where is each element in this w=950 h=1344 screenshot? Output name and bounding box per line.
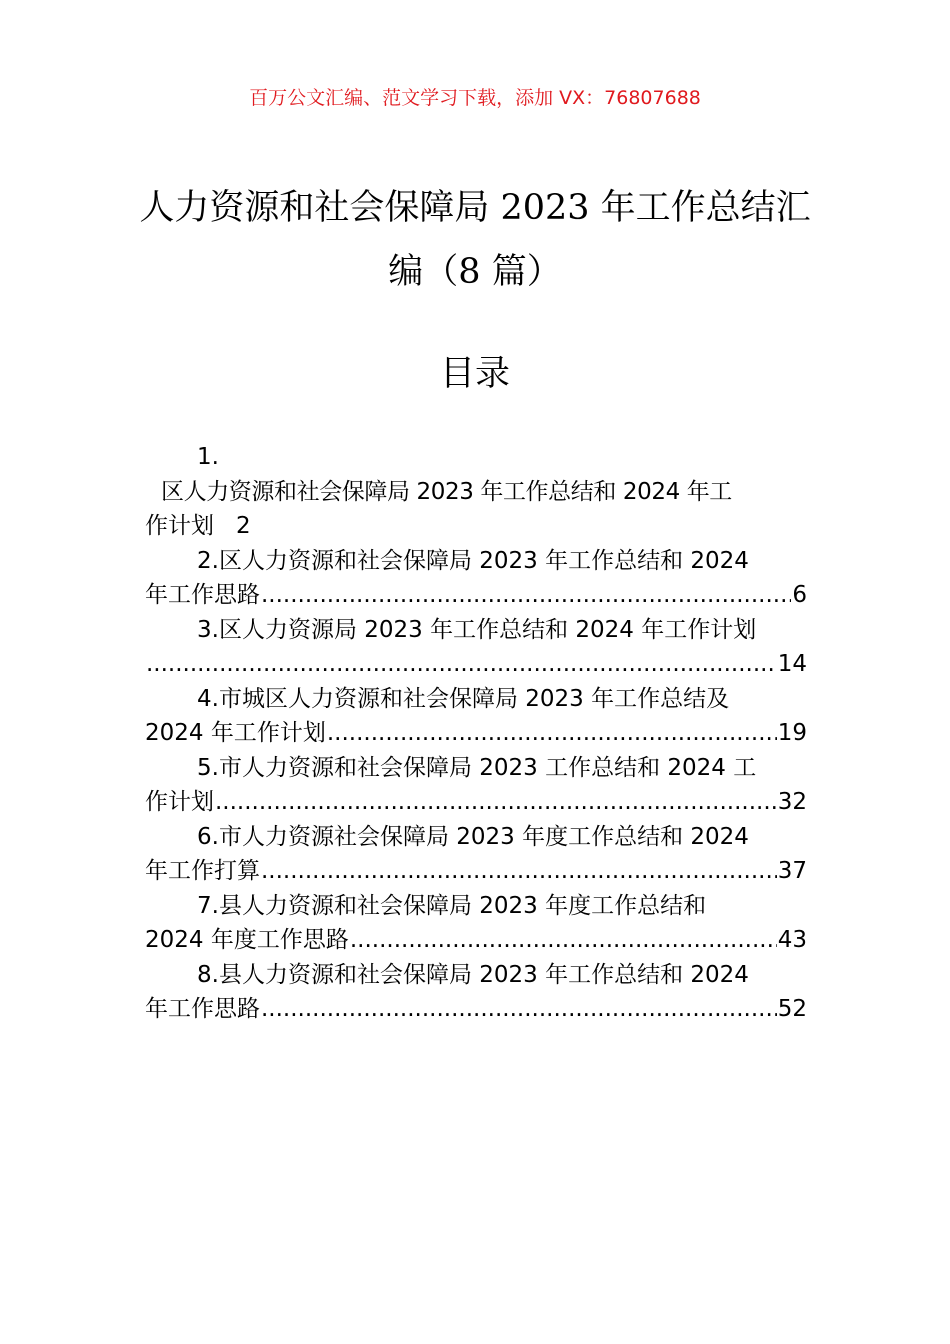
table-of-contents	[145, 440, 807, 1027]
toc-entry-page-number: 52	[777, 996, 807, 1022]
header-watermark-note: 百万公文汇编、范文学习下载，添加 VX：76807688	[249, 87, 701, 109]
toc-entry-page-number: 2	[236, 513, 251, 539]
toc-entry-8[interactable]	[145, 958, 807, 1027]
toc-entry-title-line: 3.区人力资源局 2023 年工作总结和 2024 年工作计划	[197, 616, 757, 643]
toc-entry-page-number: 19	[777, 720, 807, 746]
toc-entry-title-line: 作计划	[145, 513, 214, 539]
toc-entry-1[interactable]	[145, 440, 807, 544]
document-title-line-1: 人力资源和社会保障局 2023 年工作总结汇	[139, 188, 811, 228]
toc-entry-page-number: 37	[777, 858, 807, 884]
toc-entry-7[interactable]	[145, 889, 807, 958]
toc-entry-title-line: 年工作思路	[145, 996, 260, 1022]
toc-entry-title-line: 7.县人力资源和社会保障局 2023 年度工作总结和	[197, 892, 707, 919]
toc-dot-leader	[327, 716, 777, 751]
toc-entry-page-number: 6	[792, 582, 807, 608]
toc-entry-6[interactable]	[145, 820, 807, 889]
toc-entry-5[interactable]	[145, 751, 807, 820]
toc-dot-leader	[261, 854, 777, 889]
toc-entry-title-line: 年工作打算	[145, 858, 260, 884]
toc-entry-title-line: 6.市人力资源社会保障局 2023 年度工作总结和 2024	[197, 823, 749, 850]
toc-entry-page-number: 43	[777, 927, 807, 953]
toc-entry-title-line: 区人力资源和社会保障局 2023 年工作总结和 2024 年工	[161, 478, 732, 505]
toc-entry-title-line: 年工作思路	[145, 582, 260, 608]
toc-entry-page-number: 14	[777, 651, 807, 677]
toc-entry-title-line: 4.市城区人力资源和社会保障局 2023 年工作总结及	[197, 685, 730, 712]
document-title	[0, 176, 950, 304]
toc-entry-title-line: 2024 年工作计划	[145, 720, 326, 746]
toc-dot-leader	[215, 785, 777, 820]
toc-dot-leader	[261, 578, 791, 613]
toc-entry-2[interactable]	[145, 544, 807, 613]
document-title-line-2: 编（8 篇）	[388, 252, 562, 292]
toc-entry-title-line: 2024 年度工作思路	[145, 927, 349, 953]
toc-entry-title-line: 5.市人力资源和社会保障局 2023 工作总结和 2024 工	[197, 754, 757, 781]
toc-dot-leader	[350, 923, 777, 958]
toc-entry-number: 1.	[197, 444, 219, 470]
toc-entry-3[interactable]	[145, 613, 807, 682]
toc-dot-leader	[261, 992, 777, 1027]
toc-entry-page-number: 32	[777, 789, 807, 815]
toc-heading: 目录	[439, 354, 510, 394]
toc-entry-4[interactable]	[145, 682, 807, 751]
toc-entry-title-line: 作计划	[145, 789, 214, 815]
toc-entry-title-line: 2.区人力资源和社会保障局 2023 年工作总结和 2024	[197, 547, 749, 574]
toc-entry-title-line: 8.县人力资源和社会保障局 2023 年工作总结和 2024	[197, 961, 749, 988]
toc-dot-leader	[146, 647, 777, 682]
